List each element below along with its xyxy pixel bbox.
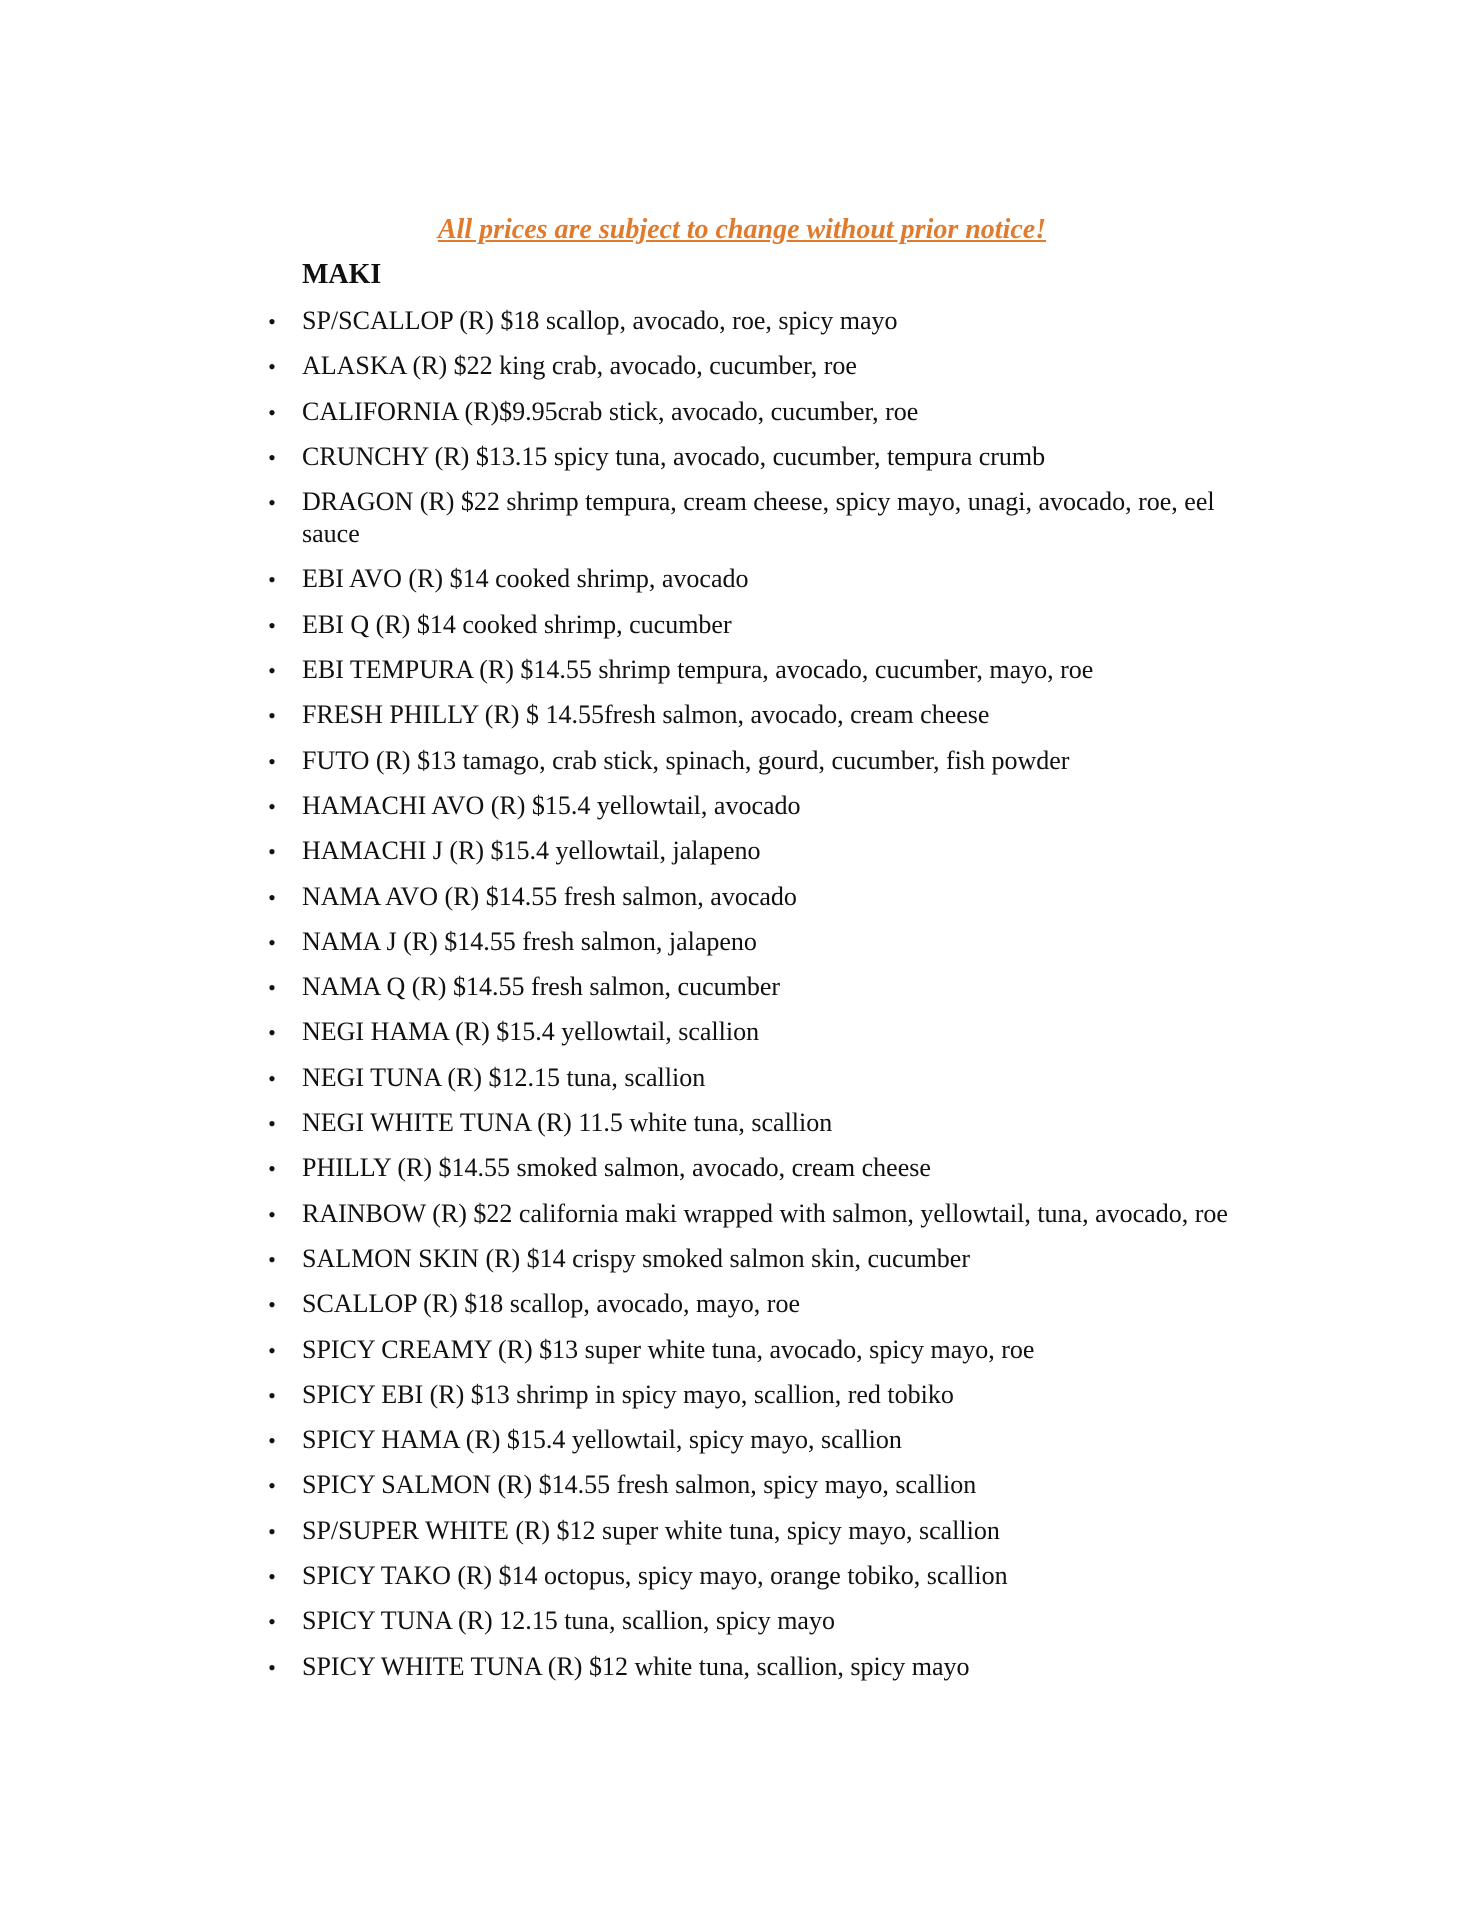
bullet-icon: • [268,1382,276,1408]
item-text: NAMA J (R) $14.55 fresh salmon, jalapeno [302,926,757,956]
bullet-icon: • [268,612,276,638]
item-text: CALIFORNIA (R)$9.95crab stick, avocado, cucumber, roe [302,396,919,426]
bullet-icon: • [268,1292,276,1318]
bullet-icon: • [268,658,276,684]
list-item [268,563,1242,595]
item-text: PHILLY (R) $14.55 smoked salmon, avocado, cream cheese [302,1153,931,1183]
list-item [268,1062,1242,1094]
bullet-icon: • [268,567,276,593]
list-item [268,1016,1242,1048]
list-item [268,881,1242,913]
bullet-icon: • [268,1654,276,1680]
bullet-icon: • [268,1201,276,1227]
item-text: SPICY TUNA (R) 12.15 tuna, scallion, spicy mayo [302,1606,835,1636]
list-item [268,1107,1242,1139]
item-text: SP/SUPER WHITE (R) $12 super white tuna, spicy mayo, scallion [302,1515,1000,1545]
item-text: SPICY CREAMY (R) $13 super white tuna, avocado, spicy mayo, roe [302,1334,1035,1364]
item-text: NEGI HAMA (R) $15.4 yellowtail, scallion [302,1017,760,1047]
list-item [268,1334,1242,1366]
item-text: SALMON SKIN (R) $14 crispy smoked salmon skin, cucumber [302,1243,970,1273]
list-item [268,699,1242,731]
bullet-icon: • [268,703,276,729]
list-item [268,745,1242,777]
list-item [268,1152,1242,1184]
bullet-icon: • [268,1473,276,1499]
bullet-icon: • [268,1564,276,1590]
item-text: SPICY HAMA (R) $15.4 yellowtail, spicy mayo, scallion [302,1425,902,1455]
item-text: SPICY TAKO (R) $14 octopus, spicy mayo, orange tobiko, scallion [302,1561,1008,1591]
list-item [268,1198,1242,1230]
bullet-icon: • [268,444,276,470]
bullet-icon: • [268,1337,276,1363]
bullet-icon: • [268,884,276,910]
item-text: NEGI WHITE TUNA (R) 11.5 white tuna, scallion [302,1108,833,1138]
bullet-icon: • [268,975,276,1001]
item-text: CRUNCHY (R) $13.15 spicy tuna, avocado, cucumber, tempura crumb [302,441,1046,471]
item-text: FUTO (R) $13 tamago, crab stick, spinach, gourd, cucumber, fish powder [302,745,1070,775]
item-text: HAMACHI J (R) $15.4 yellowtail, jalapeno [302,836,761,866]
list-item [268,835,1242,867]
list-item [268,1469,1242,1501]
bullet-icon: • [268,1111,276,1137]
list-item [268,486,1242,550]
item-text: NAMA Q (R) $14.55 fresh salmon, cucumber [302,972,781,1002]
bullet-icon: • [268,1609,276,1635]
list-item [268,441,1242,473]
item-text: FRESH PHILLY (R) $ 14.55fresh salmon, avocado, cream cheese [302,700,990,730]
list-item [268,1288,1242,1320]
bullet-icon: • [268,490,276,516]
item-text: SPICY SALMON (R) $14.55 fresh salmon, spicy mayo, scallion [302,1470,977,1500]
list-item [268,790,1242,822]
item-text: DRAGON (R) $22 shrimp tempura, cream cheese, spicy mayo, unagi, avocado, roe, eel sauce [302,487,1215,549]
item-text: HAMACHI AVO (R) $15.4 yellowtail, avocado [302,790,801,820]
item-text: EBI TEMPURA (R) $14.55 shrimp tempura, avocado, cucumber, mayo, roe [302,655,1094,685]
item-text: SPICY EBI (R) $13 shrimp in spicy mayo, scallion, red tobiko [302,1379,954,1409]
list-item [268,654,1242,686]
bullet-icon: • [268,399,276,425]
item-text: NAMA AVO (R) $14.55 fresh salmon, avocado [302,881,797,911]
bullet-icon: • [268,1065,276,1091]
bullet-icon: • [268,354,276,380]
list-item [268,305,1242,337]
list-item [268,1243,1242,1275]
bullet-icon: • [268,309,276,334]
bullet-icon: • [268,1428,276,1454]
list-item [268,1560,1242,1592]
bullet-icon: • [268,793,276,819]
list-item [268,1379,1242,1411]
bullet-icon: • [268,839,276,865]
list-item [268,609,1242,641]
item-text: SCALLOP (R) $18 scallop, avocado, mayo, roe [302,1289,800,1319]
item-text: SP/SCALLOP (R) $18 scallop, avocado, roe, spicy mayo [302,306,898,335]
list-item [268,926,1242,958]
item-text: NEGI TUNA (R) $12.15 tuna, scallion [302,1062,706,1092]
bullet-icon: • [268,1156,276,1182]
item-text: EBI Q (R) $14 cooked shrimp, cucumber [302,609,732,639]
list-item [268,1515,1242,1547]
bullet-icon: • [268,1020,276,1046]
item-text: RAINBOW (R) $22 california maki wrapped with salmon, yellowtail, tuna, avocado, roe [302,1198,1228,1228]
list-item [268,1605,1242,1637]
bullet-icon: • [268,1518,276,1544]
bullet-icon: • [268,929,276,955]
list-item [268,1424,1242,1456]
item-text: ALASKA (R) $22 king crab, avocado, cucumber, roe [302,351,857,381]
item-text: EBI AVO (R) $14 cooked shrimp, avocado [302,564,749,594]
list-item [268,971,1242,1003]
list-item [268,1651,1242,1683]
bullet-icon: • [268,748,276,774]
item-text: SPICY WHITE TUNA (R) $12 white tuna, scallion, spicy mayo [302,1651,970,1681]
bullet-icon: • [268,1246,276,1272]
price-notice: All prices are subject to change without prior notice! [437,214,1047,245]
menu-list [268,305,1242,1696]
section-title: MAKI [302,259,382,290]
list-item [268,396,1242,428]
list-item [268,350,1242,382]
